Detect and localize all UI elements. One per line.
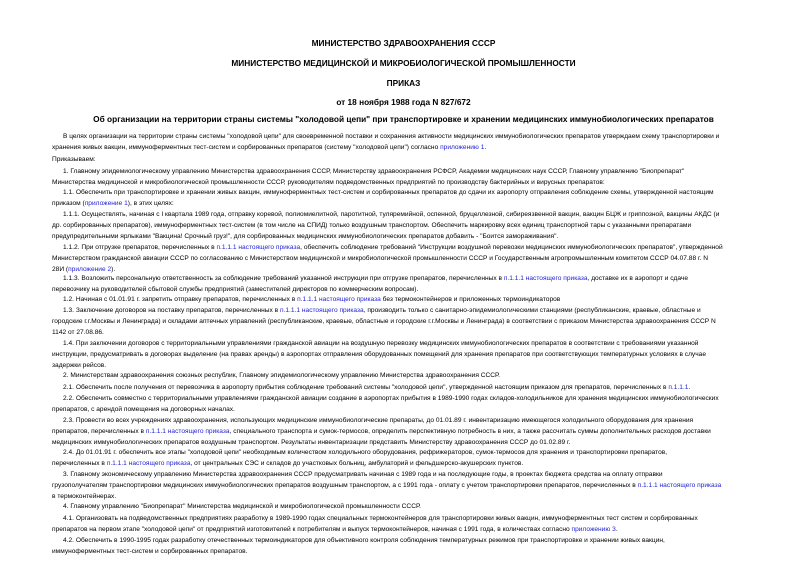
text-segment: городские г.г.Москвы и Ленинграда) и складами аптечных управлений (республиканские, краевые, областные и городские г.г.Москвы и Ленинграда) в соответствии с приказом Министерства здравоохранения СССР N: [52, 317, 716, 325]
paragraph-line: [52, 210, 800, 221]
text-segment: , доставке их в аэропорт и сдаче: [587, 275, 689, 282]
text-segment: ).: [111, 265, 116, 273]
text-segment: 1.4. При заключении договоров с территориальными управлениями гражданской авиации на воздушную перевозку медицинских иммунобиологических препаратов в соответствии с требованиями указанной: [63, 340, 699, 347]
paragraph-line: [52, 448, 800, 459]
paragraph: [52, 470, 800, 503]
paragraph: [52, 448, 800, 470]
paragraph-line: [52, 328, 800, 339]
reference-link[interactable]: приложению 3: [571, 525, 616, 533]
text-segment: .: [484, 143, 487, 151]
paragraph-line: [52, 254, 800, 265]
paragraph-line: [52, 547, 800, 558]
paragraph-line: [52, 427, 800, 438]
paragraph-line: [52, 274, 800, 285]
text-segment: грузополучателям транспортировки медицинских иммунобиологических препаратов воздушным транспортом, а с 1991 года - оплату с учетом транспортировки препаратов, перечисленных в: [52, 481, 638, 489]
paragraph: [52, 188, 800, 210]
paragraph-line: [52, 167, 800, 178]
paragraph-line: [52, 371, 800, 382]
text-segment: иммуноферментных тест-систем и сорбированных препаратов.: [52, 547, 248, 555]
text-segment: 2.3. Провести во всех учреждениях здравоохранения, использующих медицинские иммунобиологические препараты, до 01.01.89 г. инвентаризацию имеющегося холодильного оборудования для хранения: [63, 417, 694, 424]
paragraph: [52, 167, 800, 189]
text-segment: .: [688, 384, 691, 391]
text-segment: 4. Главному управлению "Биопрепарат" Министерства медицинской и микробиологической промышленности СССР.: [63, 503, 421, 510]
paragraph: [52, 243, 800, 276]
text-segment: В целях организации на территории страны системы "холодовой цепи" для своевременной поставки и сохранения активности медицинских иммунобиологических препаратов утверждаем схему транспортировки и: [63, 133, 720, 140]
text-segment: Приказываем:: [52, 156, 96, 163]
text-segment: .: [615, 525, 618, 533]
text-segment: предупредительными ярлыками "Вакцина! Срочный груз!", для сорбированных медицинских иммунобиологических препаратов добавить - "Боится замораживания".: [52, 232, 559, 240]
text-segment: , производить только с санитарно-эпидемиологическими станциями (республиканские, краевые, областные и: [363, 307, 701, 314]
text-segment: 1.2. Начиная с 01.01.91 г. запретить отправку препаратов, перечисленных в: [63, 296, 298, 303]
text-segment: 2. Министерствам здравоохранения союзных республик, Главному эпидемиологическому управлению Министерства здравоохранения СССР.: [63, 372, 500, 379]
reference-link[interactable]: п.1.1.1 настоящего приказа: [637, 481, 722, 489]
paragraph-line: [52, 221, 800, 232]
paragraph-line: [52, 155, 800, 166]
text-segment: 4.2. Обеспечить в 1990-1995 годах разработку отечественных термоиндикаторов для объективного контроля соблюдения температурных режимов при транспортировке и хранении живых вакцин,: [63, 537, 665, 544]
paragraph: [52, 416, 800, 449]
paragraph-line: [52, 383, 800, 394]
document-type-heading: ПРИКАЗ: [386, 78, 421, 88]
paragraph-line: [52, 459, 800, 470]
paragraph: [52, 295, 800, 306]
paragraph: [52, 536, 800, 558]
text-segment: 1.1.3. Возложить персональную ответственность за соблюдение требований указанной инструкции при отгрузке препаратов, перечисленных в: [63, 275, 504, 282]
reference-link[interactable]: приложение 1: [84, 199, 128, 207]
text-segment: инструкции, предусматривать в договорах выделение (на правах аренды) в аэропортах отправления оборудованных помещений для хранения препаратов при соответствующих температурных условиях в случае: [52, 350, 706, 358]
reference-link[interactable]: п.1.1.1 настоящего приказа: [297, 296, 381, 303]
paragraph-line: [52, 394, 800, 405]
text-segment: медицинских иммунобиологических препаратов воздушным транспортом. Результаты инвентаризации представить Министерству здравоохранения СССР до 01.02.89 г.: [52, 438, 571, 446]
paragraph-line: [52, 143, 800, 154]
text-segment: 2.1. Обеспечить после получения от перевозчика в аэропорту прибытия соблюдение требований системы "холодовой цепи", утвержденной настоящим приказом для препаратов, перечисленных в: [63, 384, 669, 391]
paragraph-line: [52, 132, 800, 143]
paragraph-line: [52, 199, 800, 210]
text-segment: 1. Главному эпидемиологическому управлению Министерства здравоохранения СССР, Министерству здравоохранения РСФСР, Академии медицинских наук СССР, Главному управлению "Биопрепарат": [63, 168, 685, 175]
text-segment: Министерства медицинской и микробиологической промышленности СССР, руководителям подведомственных предприятий по производству бактерийных и вирусных препаратов:: [52, 178, 605, 186]
paragraph-line: [52, 416, 800, 427]
text-segment: 4.1. Организовать на подведомственных предприятиях разработку в 1989-1990 годах специальных термоконтейнеров для транспортировки живых вакцин, иммуноферментных тест систем и сорбированных: [63, 515, 698, 522]
reference-link[interactable]: п.1.1.1 настоящего приказа: [503, 275, 588, 282]
reference-link[interactable]: п.1.1.1 настоящего приказа: [216, 244, 301, 251]
text-segment: перевозчику на руководителей сбытовой службы предприятий (заместителей директоров по коммерческим вопросам).: [52, 285, 419, 293]
text-segment: хранения живых вакцин, иммуноферментных тест-систем и сорбированных препаратов (систему "холодовой цепи") согласно: [52, 143, 441, 151]
text-segment: 2.2. Обеспечить совместно с территориальными управлениями гражданской авиации создание в аэропортах прибытия в 1989-1990 годах складов-холодильников для хранения медицинских иммунобиологических: [63, 395, 719, 402]
text-segment: препаратов, перечисленных в: [52, 427, 146, 435]
reference-link[interactable]: п.1.1.1: [668, 384, 689, 391]
paragraph: [52, 210, 800, 243]
paragraph-line: [52, 188, 800, 199]
paragraph-line: [52, 350, 800, 361]
text-segment: 2.4. До 01.01.91 г. обеспечить все этапы "холодовой цепи" необходимым количеством холодильного оборудования, рефрижераторов, сумок-термосов для хранения и транспортировки препаратов,: [63, 449, 668, 456]
text-segment: в термоконтейнерах.: [52, 492, 117, 500]
paragraph: [52, 155, 800, 166]
paragraph-line: [52, 243, 800, 254]
text-segment: препаратов на первом этапе "холодовой цепи" от предприятий изготовителей к потребителям и выпуск термоконтейнеров, начиная с 1991 года, в количествах согласно: [52, 525, 572, 533]
paragraph: [52, 274, 800, 296]
paragraph: [52, 502, 800, 513]
paragraph: [52, 394, 800, 416]
text-segment: ), в этих целях:: [127, 199, 174, 207]
reference-link[interactable]: п.1.1.1 настоящего приказа: [145, 427, 230, 435]
paragraph: [52, 339, 800, 372]
text-segment: 1142 от 27.08.86.: [52, 328, 104, 336]
document-title: Об организации на территории страны системы "холодовой цепи" при транспортировке и хранении медицинских иммунобиологических препаратов: [93, 114, 714, 124]
text-segment: 1.1. Обеспечить при транспортировке и хранении живых вакцин, иммуноферментных тест-систем и сорбированных препаратов до сдачи их аэропорту отправления соблюдение схемы, утвержденной настоящим: [63, 189, 714, 196]
text-segment: препаратов, с арендой помещения на договорных началах.: [52, 405, 235, 413]
paragraph-line: [52, 536, 800, 547]
paragraph-line: [52, 232, 800, 243]
text-segment: приказом (: [52, 199, 85, 207]
paragraph-line: [52, 405, 800, 416]
text-segment: Министерством гражданской авиации СССР по согласованию с Министерством медицинской и микробиологической промышленности СССР и Государственным агропромышленным комитетом СССР 04.07.88 г. N: [52, 254, 708, 262]
paragraph-line: [52, 339, 800, 350]
reference-link[interactable]: п.1.1.1 настоящего приказа: [279, 307, 364, 314]
paragraph-line: [52, 295, 800, 306]
paragraph-line: [52, 481, 800, 492]
paragraph-line: [52, 502, 800, 513]
text-segment: 28И (: [52, 265, 69, 273]
paragraph: [52, 514, 800, 536]
ministry-industry-heading: МИНИСТЕРСТВО МЕДИЦИНСКОЙ И МИКРОБИОЛОГИЧЕСКОЙ ПРОМЫШЛЕННОСТИ: [231, 58, 576, 68]
paragraph-line: [52, 525, 800, 536]
reference-link[interactable]: приложению 1: [440, 143, 485, 151]
paragraph-line: [52, 317, 800, 328]
paragraph-line: [52, 470, 800, 481]
paragraph-line: [52, 514, 800, 525]
text-segment: др. сорбированных препаратов), иммуноферментных тест-систем (в том числе на СПИД) только воздушным транспортом. Обеспечить маркировку всех единиц транспортной тары с указанными препаратами: [52, 221, 692, 229]
ministry-health-heading: МИНИСТЕРСТВО ЗДРАВООХРАНЕНИЯ СССР: [311, 38, 496, 48]
text-segment: 3. Главному экономическому управлению Министерства здравоохранения СССР предусматривать начиная с 1989 года и на последующие годы, в проектах бюджета средства на оплату отправки: [63, 471, 663, 478]
text-segment: 1.1.2. При отгрузке препаратов, перечисленных в: [63, 244, 217, 251]
text-segment: без термоконтейнеров и приложенных термоиндикаторов: [380, 296, 561, 303]
text-segment: , специального транспорта и сумок-термосов, определить перспективную потребность в них, а также рассчитать суммы дополнительных расходов доставки: [229, 427, 711, 435]
text-segment: , от центральных СЭС и складов до участковых больниц, амбулаторий и фельдшерско-акушерских пунктов.: [190, 459, 524, 467]
reference-link[interactable]: приложение 2: [68, 265, 112, 273]
text-segment: 1.1.1. Осуществлять, начиная с I квартала 1989 года, отправку коревой, полиомиелитной, паротитной, туляремийной, оспенной, бруцеллезной, сибиреязвенной вакцин, вакцин БЦЖ и гриппозной, вакцины АКДС (и: [63, 211, 720, 218]
text-segment: задержки рейсов.: [52, 361, 107, 369]
paragraph: [52, 371, 800, 382]
paragraph-line: [52, 306, 800, 317]
text-segment: перечисленных в: [52, 459, 107, 467]
date-number-heading: от 18 ноября 1988 года N 827/672: [336, 97, 471, 107]
paragraph: [52, 306, 800, 339]
text-segment: 1.3. Заключение договоров на поставку препаратов, перечисленных в: [63, 307, 280, 314]
text-segment: , обеспечить соблюдение требований "Инструкции воздушной перевозки медицинских иммунобиологических препаратов", утвержденной: [300, 244, 723, 251]
reference-link[interactable]: п.1.1.1 настоящего приказа: [106, 459, 191, 467]
paragraph: [52, 383, 800, 394]
paragraph: [52, 132, 800, 154]
